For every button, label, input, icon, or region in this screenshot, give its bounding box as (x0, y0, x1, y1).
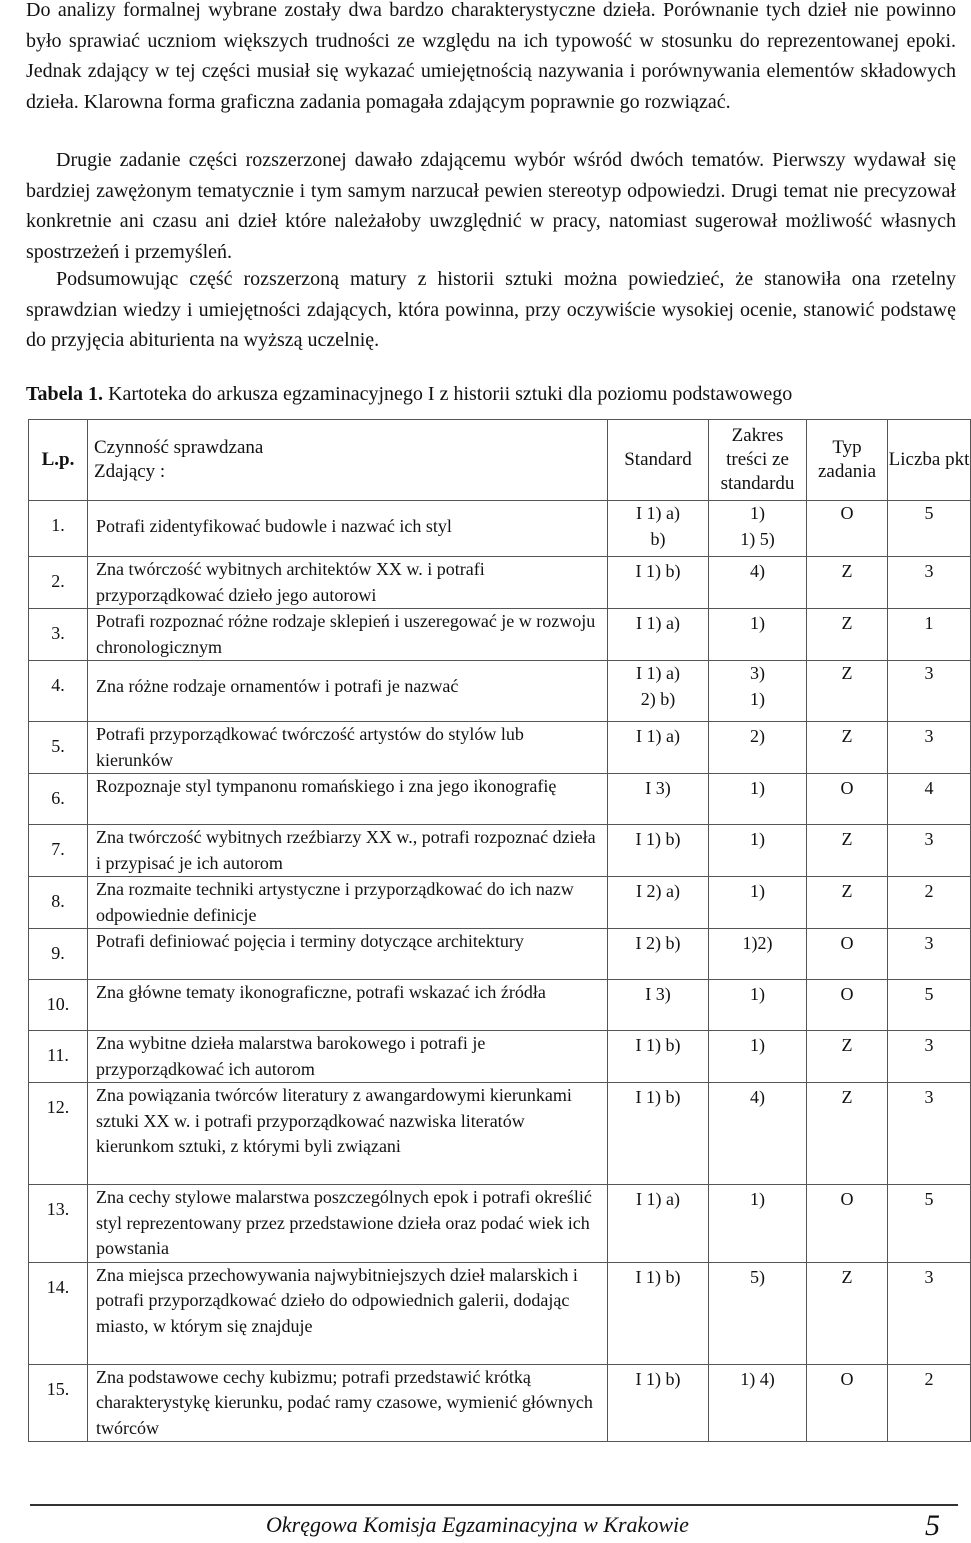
cell-pkt: 3 (888, 1031, 971, 1083)
cell-lp: 2. (29, 557, 88, 609)
cell-activity (88, 1031, 608, 1083)
table-row (29, 722, 971, 774)
zakres-value: 2) (750, 726, 765, 746)
cell-standard (608, 929, 709, 980)
cell-activity (88, 1185, 608, 1263)
activity-text: Potrafi rozpoznać różne rodzaje sklepień i uszeregować je w rozwoju chronologicznym (96, 611, 596, 657)
zakres-value: 5) (750, 1266, 765, 1287)
cell-standard (608, 774, 709, 825)
footer-divider (30, 1504, 958, 1506)
table-row (29, 1185, 971, 1263)
standard-value: I 2) b) (635, 933, 681, 953)
activity-text: Rozpoznaje styl tympanonu romańskiego i zna jego ikonografię (96, 776, 557, 796)
cell-lp: 11. (29, 1031, 88, 1083)
cell-typ: Z (807, 1083, 888, 1185)
table-row (29, 877, 971, 929)
zakres-value: 1)2) (742, 933, 773, 953)
cell-pkt: 4 (888, 774, 971, 825)
cell-lp: 5. (29, 722, 88, 774)
cell-zakres (709, 501, 807, 557)
table-row (29, 1364, 971, 1442)
cell-zakres (709, 1185, 807, 1263)
cell-lp: 4. (29, 661, 88, 722)
table-row (29, 929, 971, 980)
cell-typ: Z (807, 1031, 888, 1083)
cell-typ: Z (807, 877, 888, 929)
cell-lp: 12. (29, 1083, 88, 1185)
table-row (29, 980, 971, 1031)
table-row (29, 661, 971, 722)
cell-activity (88, 1083, 608, 1185)
zakres-value: 1) (750, 1189, 765, 1209)
cell-pkt: 3 (888, 929, 971, 980)
table-row (29, 609, 971, 661)
zakres-value: 1) (750, 688, 765, 709)
cell-standard (608, 1262, 709, 1364)
cell-activity (88, 722, 608, 774)
cell-typ: Z (807, 557, 888, 609)
cell-standard (608, 557, 709, 609)
cell-activity (88, 501, 608, 557)
table-row (29, 774, 971, 825)
cell-pkt: 5 (888, 501, 971, 557)
zakres-value: 3) (750, 663, 765, 683)
cell-typ: O (807, 980, 888, 1031)
activity-text: Zna miejsca przechowywania najwybitniejszych dzieł malarskich i potrafi przyporządkować dzieło do odpowiednich galerii, dodając miasto, w którym się znajduje (96, 1264, 578, 1336)
cell-typ: O (807, 1364, 888, 1442)
zakres-value: 1) (750, 778, 765, 798)
cell-zakres (709, 825, 807, 877)
cell-zakres (709, 1083, 807, 1185)
paragraph-summary: Podsumowując część rozszerzoną matury z historii sztuki można powiedzieć, że stanowiła ona rzetelny sprawdzian wiedzy i umiejętności zdających, która powinna, przy oczywiście wysokiej ocenie, stanowić podstawę do przyjęcia abiturienta na wyższą uczelnię. (26, 268, 956, 351)
activity-text: Zna rozmaite techniki artystyczne i przyporządkować do ich nazw odpowiednie definicje (96, 879, 574, 925)
paragraph-formal-analysis: Do analizy formalnej wybrane zostały dwa bardzo charakterystyczne dzieła. Porównanie tych dzieł nie powinno było sprawiać uczniom większych trudności ze względu na ich typowość w stosunku do reprezentowanej epoki. Jednak zdający w tej części musiał się wykazać umiejętnością nazywania i porównywania elementów składowych dzieła. Klarowna forma graficzna zadania pomagała zdającym poprawnie go rozwiązać. (26, 0, 956, 113)
activity-text: Potrafi zidentyfikować budowle i nazwać ich styl (96, 516, 452, 536)
paragraph-second-task: Drugie zadanie części rozszerzonej dawało zdającemu wybór wśród dwóch tematów. Pierwszy wydawał się bardziej zawężonym tematycznie i tym samym narzucał pewien stereotyp odpowiedzi. Drugi temat nie precyzował konkretnie ani czasu ani dzieł które należałoby uwzględnić w pracy, natomiast sugerował możliwość własnych spostrzeżeń i przemyśleń. (26, 149, 956, 263)
cell-zakres (709, 877, 807, 929)
cell-standard (608, 1083, 709, 1185)
zakres-value: 4) (750, 1087, 765, 1107)
header-lp: L.p. (29, 420, 88, 501)
cell-typ: Z (807, 609, 888, 661)
standard-value: I 1) b) (635, 1035, 681, 1055)
zakres-value: 1) (750, 881, 765, 901)
cell-standard (608, 877, 709, 929)
cell-pkt: 5 (888, 1185, 971, 1263)
cell-zakres (709, 1364, 807, 1442)
cell-activity (88, 1364, 608, 1442)
cell-standard (608, 825, 709, 877)
standard-value: I 3) (645, 778, 671, 798)
zakres-value: 1) (750, 613, 765, 633)
cell-pkt: 3 (888, 722, 971, 774)
cell-typ: Z (807, 722, 888, 774)
cell-standard (608, 501, 709, 557)
standard-value: b) (650, 528, 666, 549)
table-row (29, 1083, 971, 1185)
cell-pkt: 3 (888, 661, 971, 722)
cell-standard (608, 1031, 709, 1083)
cell-activity (88, 1262, 608, 1364)
standard-value: I 2) a) (636, 881, 680, 901)
cell-lp: 14. (29, 1262, 88, 1364)
cell-activity (88, 980, 608, 1031)
header-activity-line1: Czynność sprawdzana (94, 437, 264, 458)
cell-zakres (709, 774, 807, 825)
cell-activity (88, 661, 608, 722)
cell-zakres (709, 609, 807, 661)
cell-zakres (709, 1031, 807, 1083)
cell-activity (88, 774, 608, 825)
cell-pkt: 3 (888, 825, 971, 877)
cell-standard (608, 980, 709, 1031)
table-caption (26, 380, 792, 408)
cell-zakres (709, 929, 807, 980)
header-standard: Standard (608, 420, 709, 501)
cell-lp: 7. (29, 825, 88, 877)
cell-standard (608, 661, 709, 722)
standard-value: I 1) a) (636, 1189, 680, 1209)
cell-lp: 9. (29, 929, 88, 980)
table-row (29, 501, 971, 557)
activity-text: Zna twórczość wybitnych rzeźbiarzy XX w., potrafi rozpoznać dzieła i przypisać je ich autorom (96, 827, 596, 873)
header-activity (88, 420, 608, 501)
zakres-value: 1) 5) (740, 528, 775, 549)
cell-pkt: 1 (888, 609, 971, 661)
activity-text: Zna twórczość wybitnych architektów XX w. i potrafi przyporządkować dzieło jego autorowi (96, 559, 485, 605)
zakres-value: 1) (750, 1035, 765, 1055)
cell-lp: 6. (29, 774, 88, 825)
table-row (29, 1031, 971, 1083)
cell-zakres (709, 557, 807, 609)
standard-value: I 1) b) (635, 1087, 681, 1107)
cell-typ: O (807, 774, 888, 825)
cell-activity (88, 825, 608, 877)
cell-typ: Z (807, 825, 888, 877)
cell-lp: 15. (29, 1364, 88, 1442)
activity-text: Zna cechy stylowe malarstwa poszczególnych epok i potrafi określić styl reprezentowany przez przedstawione dzieła oraz podać wiek ich powstania (96, 1187, 592, 1258)
table-row (29, 825, 971, 877)
activity-text: Zna główne tematy ikonograficzne, potrafi wskazać ich źródła (96, 982, 546, 1002)
table-row (29, 1262, 971, 1364)
header-activity-line2: Zdający : (94, 461, 166, 482)
standard-value: I 1) b) (635, 561, 681, 581)
kartoteka-table (28, 419, 971, 1442)
cell-zakres (709, 980, 807, 1031)
cell-standard (608, 722, 709, 774)
cell-activity (88, 877, 608, 929)
cell-standard (608, 1364, 709, 1442)
standard-value: I 1) a) (636, 503, 680, 523)
cell-activity (88, 929, 608, 980)
cell-typ: O (807, 1185, 888, 1263)
table-caption-text: Kartoteka do arkusza egzaminacyjnego I z historii sztuki dla poziomu podstawowego (103, 383, 793, 405)
zakres-value: 1) (750, 503, 765, 523)
standard-value: I 1) a) (636, 663, 680, 683)
zakres-value: 1) (750, 829, 765, 849)
cell-activity (88, 557, 608, 609)
table-header-row (29, 420, 971, 501)
activity-text: Zna podstawowe cechy kubizmu; potrafi przedstawić krótką charakterystykę kierunku, podać ramy czasowe, wymienić głównych twórców (96, 1366, 593, 1438)
standard-value: 2) b) (640, 688, 676, 709)
cell-pkt: 2 (888, 1364, 971, 1442)
cell-lp: 8. (29, 877, 88, 929)
cell-lp: 3. (29, 609, 88, 661)
cell-zakres (709, 661, 807, 722)
header-pkt: Liczba pkt (888, 420, 971, 501)
activity-text: Potrafi przyporządkować twórczość artystów do stylów lub kierunków (96, 724, 524, 770)
standard-value: I 1) a) (636, 613, 680, 633)
standard-value: I 1) a) (636, 726, 680, 746)
standard-value: I 1) b) (635, 829, 681, 849)
standard-value: I 1) b) (635, 1266, 681, 1287)
cell-activity (88, 609, 608, 661)
cell-lp: 13. (29, 1185, 88, 1263)
activity-text: Zna powiązania twórców literatury z awangardowymi kierunkami sztuki XX w. i potrafi przyporządkować nazwiska literatów kierunkom sztuki, z którymi byli związani (96, 1085, 572, 1156)
zakres-value: 4) (750, 561, 765, 581)
cell-pkt: 3 (888, 1083, 971, 1185)
activity-text: Zna wybitne dzieła malarstwa barokowego i potrafi je przyporządkować ich autorom (96, 1033, 486, 1079)
footer-institution: Okręgowa Komisja Egzaminacyjna w Krakowie (266, 1512, 689, 1537)
standard-value: I 1) b) (635, 1368, 681, 1389)
cell-lp: 1. (29, 501, 88, 557)
activity-text: Potrafi definiować pojęcia i terminy dotyczące architektury (96, 931, 524, 951)
cell-typ: O (807, 501, 888, 557)
table-body (29, 501, 971, 1442)
cell-pkt: 3 (888, 557, 971, 609)
cell-zakres (709, 1262, 807, 1364)
cell-pkt: 3 (888, 1262, 971, 1364)
activity-text: Zna różne rodzaje ornamentów i potrafi je nazwać (96, 676, 459, 696)
header-zakres: Zakres treści ze standardu (709, 420, 807, 501)
cell-typ: O (807, 929, 888, 980)
cell-standard (608, 1185, 709, 1263)
cell-pkt: 2 (888, 877, 971, 929)
table-caption-label: Tabela 1. (26, 383, 104, 405)
zakres-value: 1) (750, 984, 765, 1004)
cell-lp: 10. (29, 980, 88, 1031)
cell-pkt: 5 (888, 980, 971, 1031)
cell-zakres (709, 722, 807, 774)
cell-standard (608, 609, 709, 661)
standard-value: I 3) (645, 984, 671, 1004)
cell-typ: Z (807, 661, 888, 722)
table-row (29, 557, 971, 609)
page-number: 5 (925, 1509, 940, 1542)
header-typ: Typ zadania (807, 420, 888, 501)
cell-typ: Z (807, 1262, 888, 1364)
zakres-value: 1) 4) (740, 1368, 775, 1389)
